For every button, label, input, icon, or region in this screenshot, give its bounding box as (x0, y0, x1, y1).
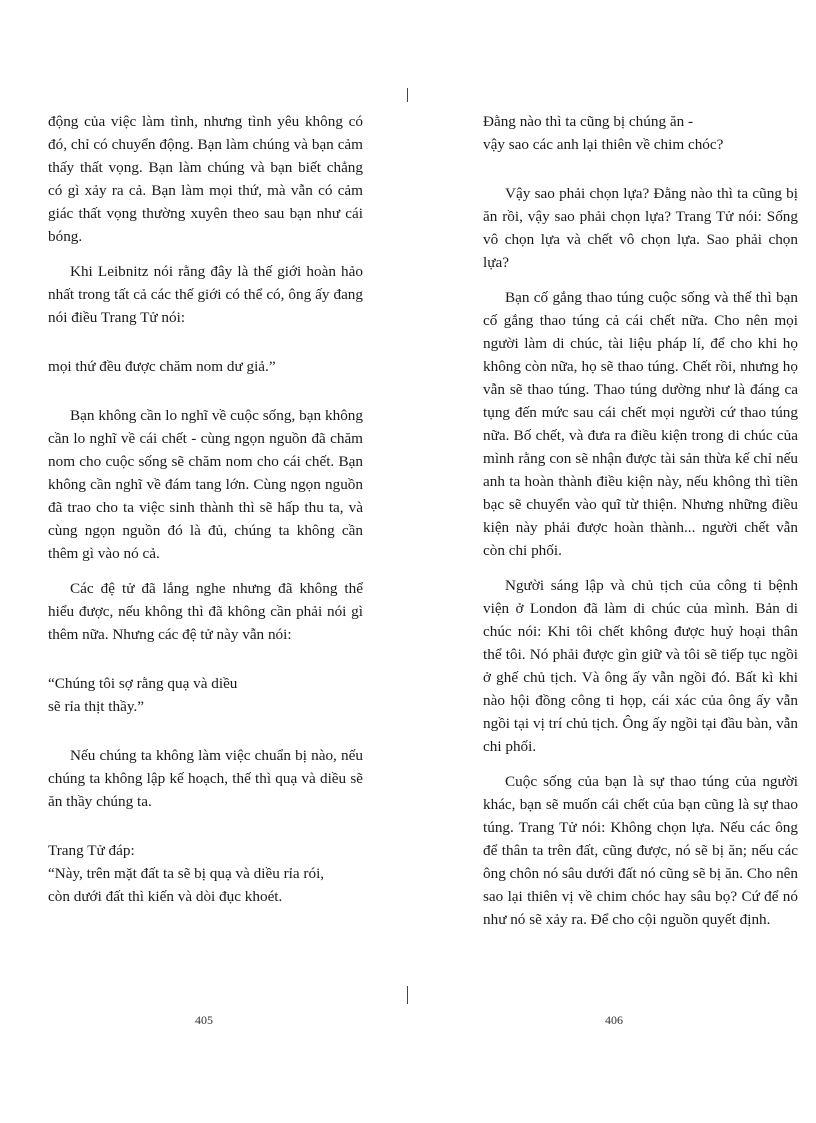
left-page (48, 110, 363, 908)
reply-line: “Này, trên mặt đất ta sẽ bị quạ và diều rỉa rói, (48, 865, 325, 882)
right-paragraph-1: Vậy sao phải chọn lựa? Đằng nào thì ta cũng bị ăn rồi, vậy sao phải chọn lựa? Trang Tử nói: Sống vô chọn lựa và chết vô chọn lựa. Sao phải chọn lựa? (483, 185, 798, 271)
gutter-mark-bottom (407, 986, 408, 1004)
left-quote-1: mọi thứ đều được chăm nom dư giả.” (48, 358, 276, 375)
right-paragraph-3: Người sáng lập và chủ tịch của công ti bệnh viện ở London đã làm di chúc của mình. Bản di chúc nói: Khi tôi chết không được huỷ hoại thân thể tôi. Nó phải được gìn giữ và tôi sẽ tiếp tục ngồi ở ghế chủ tịch. Và ông ấy vẫn ngồi đó. Bất kì khi nào hội đồng công ti họp, cái xác của ông ấy vẫn ngồi tại vị trí chủ tịch. Ông ấy ngồi tại đầu bàn, vẫn chi phối. (483, 577, 798, 755)
page-number-left: 405 (195, 1013, 213, 1027)
left-paragraph-1: động của việc làm tình, nhưng tình yêu không có đó, chỉ có chuyển động. Bạn làm chúng và bạn cảm thấy thất vọng. Bạn làm chúng và bạn biết chẳng có gì xảy ra cả. Bạn làm mọi thứ, mà vẫn có cảm giác thất vọng thường xuyên theo sau bạn như cái bóng. (48, 113, 363, 245)
reply-line: còn dưới đất thì kiến và dòi đục khoét. (48, 888, 283, 905)
page-number-right: 406 (605, 1013, 623, 1027)
left-quote-2 (48, 672, 363, 718)
right-verse (483, 110, 798, 156)
verse-line: Đằng nào thì ta cũng bị chúng ăn - (483, 113, 694, 130)
right-paragraph-4: Cuộc sống của bạn là sự thao túng của người khác, bạn sẽ muốn cái chết của bạn cũng là sự thao túng. Trang Tử nói: Không chọn lựa. Nếu các ông để thân ta trên đất, cũng được, nó sẽ bị ăn; nếu các ông chôn nó sâu dưới đất nó cũng sẽ bị ăn. Cho nên sao lại thiên vị về chim chóc hay sâu bọ? Cứ để nó như nó sẽ xảy ra. Để cho cội nguồn quyết định. (483, 773, 798, 928)
gutter-mark-top (407, 88, 408, 102)
left-reply (48, 839, 363, 908)
left-paragraph-5: Nếu chúng ta không làm việc chuẩn bị nào, nếu chúng ta không lập kế hoạch, thế thì quạ và diều sẽ ăn thầy chúng ta. (48, 747, 363, 810)
left-paragraph-4: Các đệ tử đã lắng nghe nhưng đã không thể hiểu được, nếu không thì đã không cần phải nói gì thêm nữa. Nhưng các đệ tử này vẫn nói: (48, 580, 363, 643)
right-paragraph-2: Bạn cố gắng thao túng cuộc sống và thế thì bạn cố gắng thao túng cả cái chết nữa. Cho nên mọi người làm di chúc, tài liệu pháp lí, để cho khi họ không còn nữa, họ sẽ thao túng. Chết rồi, nhưng họ vẫn sẽ thao túng. Thao túng dường như là đáng ca tụng đến mức sau cái chết mọi người cứ thao túng nữa. Bố chết, và đưa ra điều kiện trong di chúc của mình rằng con sẽ nhận được tài sản thừa kế chỉ nếu anh ta hoàn thành điều kiện này, nếu không thì tiền bạc sẽ chuyển vào quĩ từ thiện. Nhưng những điều kiện này phải được hoàn thành... người chết vẫn còn chi phối. (483, 289, 798, 559)
right-page (483, 110, 798, 943)
verse-line: vậy sao các anh lại thiên về chim chóc? (483, 136, 724, 153)
left-paragraph-3: Bạn không cần lo nghĩ về cuộc sống, bạn không cần lo nghĩ về cái chết - cùng ngọn nguồn đã chăm nom cho cuộc sống sẽ chăm nom cho cái chết. Bạn không cần nghĩ về đám tang lớn. Cùng ngọn nguồn đã trao cho ta việc sinh thành thì sẽ hấp thu ta, và cùng ngọn nguồn đó là đủ, chúng ta không cần thêm gì vào nó cả. (48, 407, 363, 562)
quote-line: sẽ rỉa thịt thầy.” (48, 698, 145, 715)
reply-intro: Trang Tử đáp: (48, 842, 135, 859)
left-paragraph-2: Khi Leibnitz nói rằng đây là thế giới hoàn hảo nhất trong tất cả các thế giới có thể có, ông ấy đang nói điều Trang Tử nói: (48, 263, 363, 326)
quote-line: “Chúng tôi sợ rằng quạ và diều (48, 675, 238, 692)
